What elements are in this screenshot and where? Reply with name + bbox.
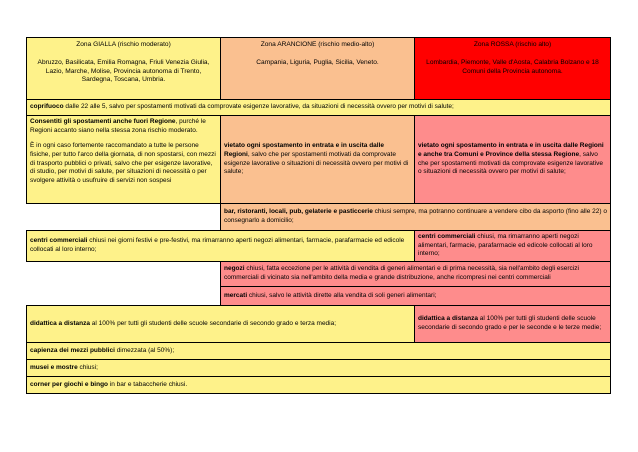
capienza-cell — [27, 342, 611, 359]
header-yellow-zone — [27, 38, 221, 100]
red-zone-title: Zona ROSSA (rischio alto) — [473, 41, 552, 48]
centri-red-text: chiusi, ma rimarranno aperti negozi alimentari, farmacie, parafarmacie ed edicole collocati al loro interno; — [418, 233, 593, 258]
row-negozi — [27, 261, 611, 286]
mercati-bold: mercati — [224, 291, 248, 299]
yellow-zone-title: Zona GIALLA (rischio moderato) — [76, 41, 171, 48]
spostamenti-red-text: , salvo che per spostamenti motivati da comprovate esigenze lavorative o situazioni di necessità ovvero per motivi di salute; — [418, 150, 603, 176]
orange-zone-title: Zona ARANCIONE (rischio medio-alto) — [260, 41, 375, 48]
corner-cell — [27, 376, 611, 393]
row-centri-commerciali — [27, 231, 611, 262]
row-corner — [27, 376, 611, 393]
centri-red-bold: centri commerciali — [418, 233, 476, 240]
didattica-bold: didattica a distanza — [30, 319, 90, 327]
didattica-yellow-cell — [27, 305, 415, 342]
mercati-cell — [221, 286, 611, 305]
centri-bold: centri commerciali — [30, 237, 88, 245]
bar-empty-cell — [27, 204, 221, 231]
bar-bold: bar, ristoranti, locali, pub, gelaterie e pasticcerie — [224, 208, 373, 216]
spostamenti-yellow-cell — [27, 116, 221, 204]
didattica-red-bold: didattica a distanza — [418, 315, 478, 323]
musei-text: chiusi; — [77, 363, 98, 371]
document-page — [26, 37, 610, 394]
spostamenti-orange-text: , salvo che per spostamenti motivati da comprovate esigenze lavorative o situazioni di necessità ovvero per motivi di salute; — [224, 150, 409, 176]
didattica-red-cell — [415, 305, 611, 342]
negozi-cell — [221, 261, 611, 286]
centri-text: chiusi nei giorni festivi e pre-festivi, ma rimarranno aperti negozi alimentari, farmacie, parafarmacie ed edicole collocati al loro interno; — [30, 237, 405, 253]
spostamenti-red-cell — [415, 116, 611, 204]
zone-table — [26, 37, 611, 394]
capienza-bold: capienza dei mezzi pubblici — [30, 346, 115, 354]
yellow-zone-regions: Abruzzo, Basilicata, Emilia Romagna, Friuli Venezia Giulia, Lazio, Marche, Molise, Provincia autonoma di Trento, Sardegna, Toscana, Umbria. — [37, 58, 210, 84]
musei-bold: musei e mostre — [30, 363, 78, 371]
row-spostamenti — [27, 116, 611, 204]
row-capienza — [27, 342, 611, 359]
row-didattica — [27, 305, 611, 342]
bar-text: chiusi sempre, ma potranno continuare a vendere cibo da asporto (fino alle 22) o consegnarlo a domicilio; — [224, 208, 607, 224]
mercati-empty-cell — [27, 286, 221, 305]
spostamenti-yellow-recommendation: È in ogni caso fortemente raccomandato a tutte le persone fisiche, per tutto l'arco della giornata, di non spostarsi, con mezzi di trasporto pubblici o privati, salvo che per esigenze lavorative, di studio, per motivi di salute, per situazioni di necessità o per svolgere attività o usufruire di servizi non sospesi — [30, 142, 216, 184]
row-coprifuoco — [27, 100, 611, 116]
spostamenti-red-bold: vietato ogni spostamento in entrata e in uscita dalle Regioni e anche tra Comuni e Province della stessa Regione — [418, 142, 604, 158]
header-row — [27, 38, 611, 100]
capienza-text: dimezzata (al 50%); — [114, 346, 175, 354]
spostamenti-yellow-bold: Consentiti gli spostamenti anche fuori Regione — [30, 118, 176, 125]
didattica-red-text: al 100% per tutti gli studenti delle scuole secondarie di secondo grado e per le seconde e le terze medie; — [418, 315, 602, 331]
musei-cell — [27, 359, 611, 376]
header-red-zone — [415, 38, 611, 100]
orange-zone-regions: Campania, Liguria, Puglia, Sicilia, Veneto. — [256, 58, 379, 66]
row-musei — [27, 359, 611, 376]
centri-red-cell — [415, 231, 611, 262]
spostamenti-orange-bold: vietato ogni spostamento in entrata e in uscita dalle Regioni — [224, 142, 385, 158]
didattica-text: al 100% per tutti gli studenti delle scuole secondarie di secondo grado e terza media; — [89, 319, 337, 327]
corner-bold: corner per giochi e bingo — [30, 380, 109, 388]
spostamenti-orange-cell — [221, 116, 415, 204]
row-bar — [27, 204, 611, 231]
centri-yellow-cell — [27, 231, 415, 262]
negozi-text: chiusi, fatta eccezione per le attività di vendita di generi alimentari e di prima necessità, sia nell'ambito degli esercizi commerciali di vicinato sia nell'ambito della media e grande distribuzione, anche ricompresi nei centri commerciali — [224, 265, 579, 281]
coprifuoco-bold: coprifuoco — [30, 103, 64, 111]
mercati-text: chiusi, salvo le attività dirette alla vendita di soli generi alimentari; — [247, 291, 437, 299]
red-zone-regions: Lombardia, Piemonte, Valle d'Aosta, Calabria Bolzano e 18 Comuni della Provincia autonoma. — [426, 58, 599, 75]
bar-cell — [221, 204, 611, 231]
row-mercati — [27, 286, 611, 305]
corner-text: in bar e tabaccherie chiusi. — [108, 380, 188, 388]
negozi-bold: negozi — [224, 265, 245, 273]
coprifuoco-cell — [27, 100, 611, 116]
header-orange-zone — [221, 38, 415, 100]
negozi-empty-cell — [27, 261, 221, 286]
spostamenti-yellow-text: , purché le Regioni accanto siano nella stessa zona rischio moderato. — [30, 118, 206, 134]
coprifuoco-text: dalle 22 alle 5, salvo per spostamenti motivati da comprovate esigenze lavorative, da situazioni di necessità ovvero per motivi di salute; — [63, 103, 454, 111]
